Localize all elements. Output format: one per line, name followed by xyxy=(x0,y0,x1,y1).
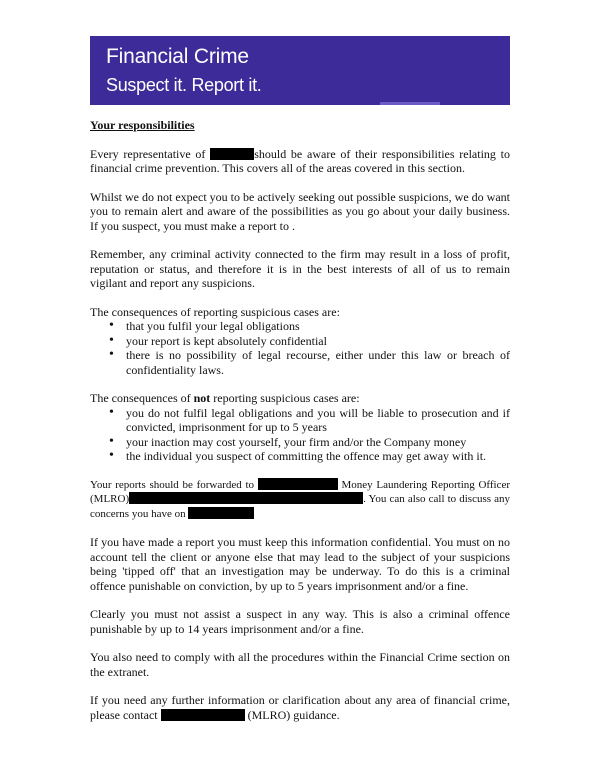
banner-tagline: Suspect it. Report it. xyxy=(106,75,262,95)
document-body xyxy=(90,118,510,722)
text-fragment: (MLRO) guidance. xyxy=(247,707,340,722)
redaction-block xyxy=(210,148,254,160)
redaction-block xyxy=(258,478,338,490)
header-banner xyxy=(90,36,510,105)
emphasis-text: not xyxy=(193,391,211,405)
text-fragment: Money Laundering Reporting Officer (MLRO) xyxy=(90,478,511,505)
banner-title: Financial Crime xyxy=(106,45,249,68)
paragraph-procedures: You also need to comply with all the procedures within the Financial Crime section on the extranet. xyxy=(90,650,510,679)
paragraph-confidentiality: If you have made a report you must keep this information confidential. You must on no account tell the client or anyone else that may lead to the subject of your suspicions being 'tipped off' that an investigation may be underway. To do this is a criminal offence punishable on conviction, by up to 5 years imprisonment and/or a fine. xyxy=(90,535,510,593)
reporting-consequences-list xyxy=(90,319,510,377)
redaction-block xyxy=(161,709,245,721)
list-item: • your report is kept absolutely confidential xyxy=(126,334,510,349)
text-fragment: The consequences of xyxy=(90,391,191,405)
paragraph-representatives xyxy=(90,147,510,176)
list-item: • the individual you suspect of committing the offence may get away with it. xyxy=(126,449,510,464)
redaction-block xyxy=(129,492,363,504)
text-fragment: Every representative of xyxy=(90,146,206,161)
list-item: • your inaction may cost yourself, your firm and/or the Company money xyxy=(126,435,510,450)
text-fragment: reporting suspicious cases are: xyxy=(213,391,360,405)
list-item: • you do not fulfil legal obligations and you will be liable to prosecution and if convicted, imprisonment for up to 5 years xyxy=(126,406,510,435)
not-reporting-consequences-list xyxy=(90,406,510,464)
paragraph-criminal-activity: Remember, any criminal activity connected to the firm may result in a loss of profit, reputation or status, and therefore it is in the best interests of all of us to remain vigilant and report any suspicions. xyxy=(90,247,510,290)
reporting-consequences-intro: The consequences of reporting suspicious cases are: xyxy=(90,304,340,319)
paragraph-assist-suspect: Clearly you must not assist a suspect in any way. This is also a criminal offence punishable by up to 14 years imprisonment and/or a fine. xyxy=(90,607,510,636)
text-fragment: . You can also call to discuss any concerns you have on xyxy=(90,493,510,520)
text-fragment: Your reports should be forwarded to xyxy=(90,478,255,491)
not-reporting-consequences-intro xyxy=(90,391,510,406)
paragraph-further-information xyxy=(90,693,510,722)
redaction-block xyxy=(188,507,254,519)
paragraph-reports-forwarding xyxy=(90,478,510,522)
banner-accent-line xyxy=(380,102,440,105)
text-fragment: If you need any further information or clarification about any area of financial crime, please contact xyxy=(90,693,510,722)
text-fragment: should be aware of their responsibilities relating to financial crime prevention. This covers all of the areas covered in this section. xyxy=(90,146,510,175)
paragraph-alertness: Whilst we do not expect you to be actively seeking out possible suspicions, we do want you to remain alert and aware of the possibilities as you go about your daily business. If you suspect, you must make a report to . xyxy=(90,189,510,233)
list-item: • there is no possibility of legal recourse, either under this law or breach of confidentiality laws. xyxy=(126,348,510,377)
list-item: • that you fulfil your legal obligations xyxy=(126,319,510,334)
section-heading: Your responsibilities xyxy=(90,118,195,132)
